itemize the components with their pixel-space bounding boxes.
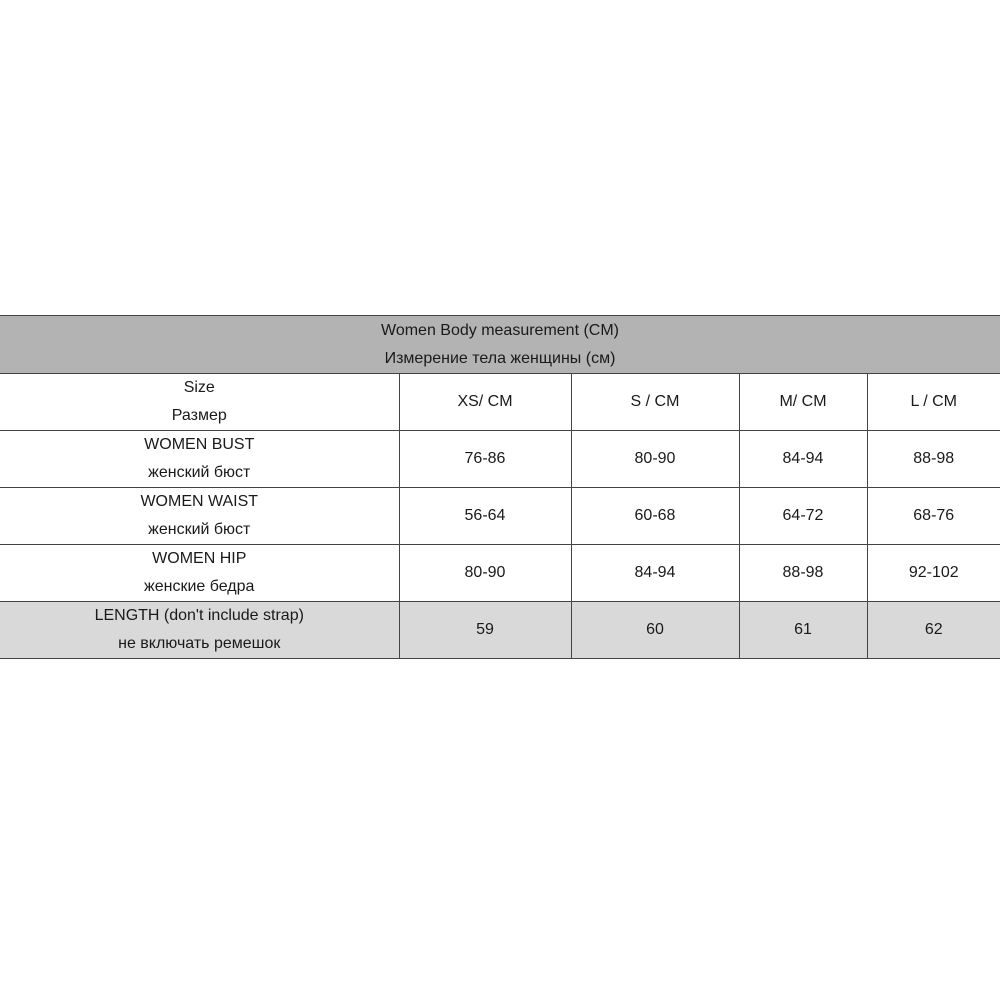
row-label-ru: женский бюст (148, 464, 251, 481)
row-label-cell (0, 431, 399, 488)
size-header-label-ru: Размер (171, 407, 227, 424)
table-title (80, 317, 920, 373)
column-header-m: M/ CM (739, 374, 867, 431)
size-header-label-en: Size (183, 379, 215, 396)
value-cell: 92-102 (867, 545, 1000, 602)
table-row-length (0, 602, 1000, 659)
table-title-row (0, 316, 1000, 374)
row-label-ru: не включать ремешок (118, 635, 281, 652)
table-title-ru: Измерение тела женщины (см) (384, 349, 616, 367)
row-label-en: WOMEN HIP (152, 550, 247, 567)
header-row (0, 374, 1000, 431)
value-cell: 62 (867, 602, 1000, 659)
column-header-xs: XS/ CM (399, 374, 571, 431)
value-cell: 80-90 (571, 431, 739, 488)
row-label-en: WOMEN WAIST (140, 493, 259, 510)
column-header-l: L / CM (867, 374, 1000, 431)
table-title-en: Women Body measurement (CM) (381, 321, 619, 339)
value-cell: 80-90 (399, 545, 571, 602)
table-row-waist (0, 488, 1000, 545)
table-row-bust (0, 431, 1000, 488)
value-cell: 56-64 (399, 488, 571, 545)
value-cell: 60 (571, 602, 739, 659)
value-cell: 68-76 (867, 488, 1000, 545)
value-cell: 64-72 (739, 488, 867, 545)
value-cell: 88-98 (739, 545, 867, 602)
size-chart-table (0, 315, 1000, 659)
value-cell: 60-68 (571, 488, 739, 545)
value-cell: 61 (739, 602, 867, 659)
value-cell: 84-94 (739, 431, 867, 488)
row-label-cell (0, 545, 399, 602)
value-cell: 84-94 (571, 545, 739, 602)
row-label-cell (0, 488, 399, 545)
size-header-cell (0, 374, 399, 431)
row-label-ru: женские бедра (144, 578, 255, 595)
table-title-cell (0, 316, 1000, 374)
value-cell: 76-86 (399, 431, 571, 488)
value-cell: 59 (399, 602, 571, 659)
row-label-en: LENGTH (don't include strap) (94, 607, 304, 624)
row-label-ru: женский бюст (148, 521, 251, 538)
value-cell: 88-98 (867, 431, 1000, 488)
table-row-hip (0, 545, 1000, 602)
row-label-cell (0, 602, 399, 659)
column-header-s: S / CM (571, 374, 739, 431)
row-label-en: WOMEN BUST (144, 436, 255, 453)
